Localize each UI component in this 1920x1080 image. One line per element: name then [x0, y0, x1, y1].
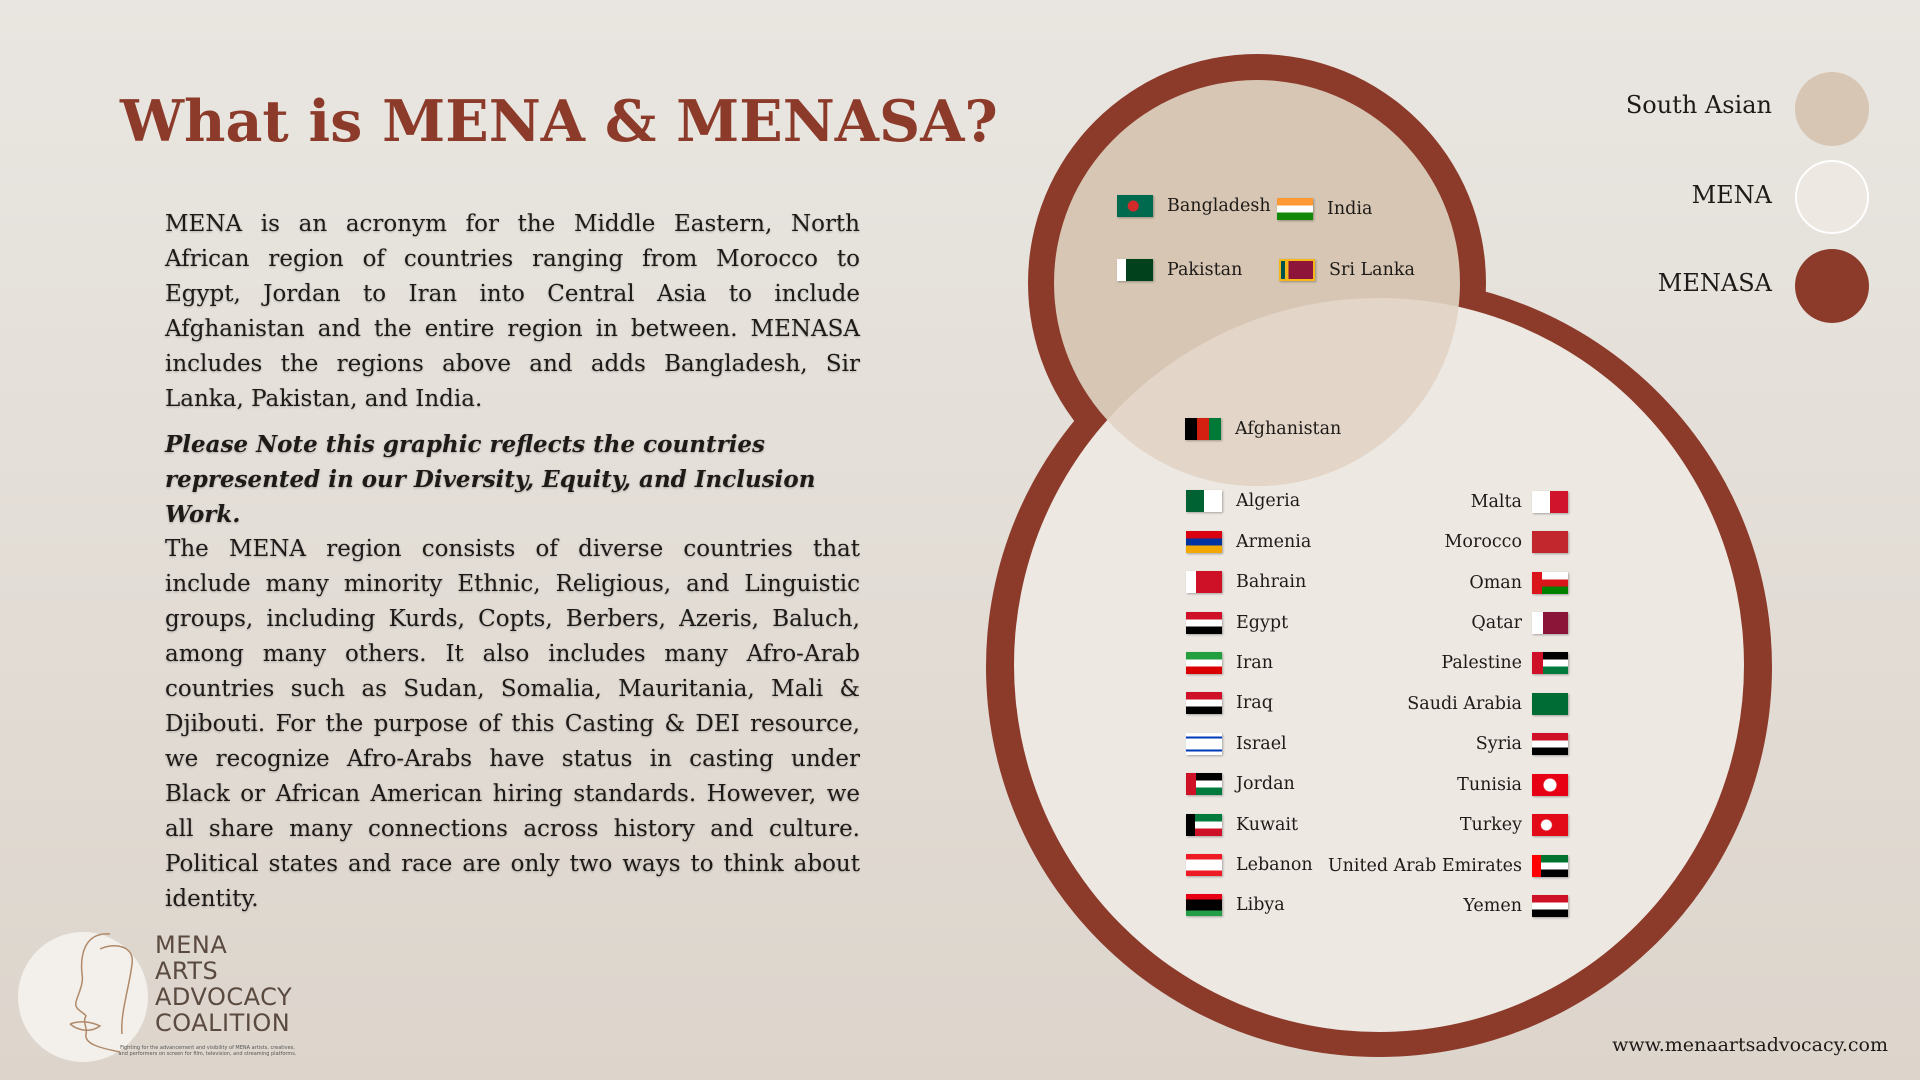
- flag-jordan-icon: [1186, 773, 1222, 795]
- country-iraq: [1186, 692, 1273, 714]
- country-bahrain: [1186, 571, 1306, 593]
- country-kuwait: [1186, 814, 1298, 836]
- mena-region-paragraph: The MENA region consists of diverse countries that include many minority Ethnic, Religious, and Linguistic groups, including Kurds, Copts, Berbers, Azeris, Baluch, among many others. It also includes many Afro-Arab countries such as Sudan, Somalia, Mauritania, Mali & Djibouti. For the purpose of this Casting & DEI resource, we recognize Afro-Arabs have status in casting under Black or African American hiring standards. However, we all share many connections across history and culture. Political states and race are only two ways to think about identity.: [165, 536, 860, 912]
- logo-line-mena: MENA: [155, 931, 228, 959]
- country-palestine: [1441, 652, 1568, 674]
- country-name: United Arab Emirates: [1327, 856, 1522, 876]
- country-name: Oman: [1469, 573, 1522, 593]
- country-name: Morocco: [1444, 532, 1522, 552]
- flag-israel-icon: [1186, 733, 1222, 755]
- country-sri-lanka: [1279, 259, 1415, 281]
- flag-palestine-icon: [1532, 652, 1568, 674]
- country-malta: [1471, 491, 1568, 513]
- country-name: India: [1327, 199, 1373, 219]
- flag-armenia-icon: [1186, 531, 1222, 553]
- flag-tunisia-icon: [1532, 774, 1568, 796]
- country-name: Iran: [1236, 653, 1273, 673]
- flag-sri-lanka-icon: [1279, 259, 1315, 281]
- country-algeria: [1186, 490, 1300, 512]
- country-name: Israel: [1236, 734, 1287, 754]
- country-india: [1277, 198, 1372, 220]
- country-name: Palestine: [1441, 653, 1522, 673]
- page-title: What is MENA & MENASA?: [120, 88, 998, 155]
- country-jordan: [1186, 773, 1295, 795]
- overlap-region: [1054, 298, 1460, 486]
- logo-tagline: Fighting for the advancement and visibility of MENA artists, creatives, and performers on screen for film, television, and streaming platforms.: [118, 1045, 297, 1057]
- country-afghanistan: [1185, 418, 1341, 440]
- country-iran: [1186, 652, 1273, 674]
- flag-algeria-icon: [1186, 490, 1222, 512]
- country-pakistan: [1117, 259, 1242, 281]
- country-tunisia: [1457, 774, 1568, 796]
- country-name: Yemen: [1463, 896, 1522, 916]
- country-saudi-arabia: [1407, 693, 1568, 715]
- flag-iraq-icon: [1186, 692, 1222, 714]
- country-name: Tunisia: [1457, 775, 1522, 795]
- country-name: Syria: [1475, 734, 1522, 754]
- flag-saudi-arabia-icon: [1532, 693, 1568, 715]
- flag-lebanon-icon: [1186, 854, 1222, 876]
- country-name: Bangladesh: [1167, 196, 1271, 216]
- country-libya: [1186, 894, 1285, 916]
- flag-bangladesh-icon: [1117, 195, 1153, 217]
- country-lebanon: [1186, 854, 1313, 876]
- flag-india-icon: [1277, 198, 1313, 220]
- country-syria: [1476, 733, 1568, 755]
- logo-line-advocacy: ADVOCACY: [155, 983, 293, 1011]
- country-name: Lebanon: [1236, 855, 1313, 875]
- flag-kuwait-icon: [1186, 814, 1222, 836]
- logo-line-coalition: COALITION: [155, 1009, 291, 1037]
- country-egypt: [1186, 612, 1288, 634]
- legend-label-south-asian: South Asian: [1625, 91, 1772, 119]
- legend-dot-menasa: [1795, 249, 1869, 323]
- legend-dot-mena: [1795, 160, 1869, 234]
- flag-uae-icon: [1532, 855, 1568, 877]
- country-turkey: [1460, 814, 1568, 836]
- country-name: Pakistan: [1167, 260, 1243, 280]
- country-armenia: [1186, 531, 1311, 553]
- note-paragraph: Please Note this graphic reflects the countries represented in our Diversity, Equity, and Inclusion Work.: [165, 431, 816, 528]
- logo-face-icon: [40, 924, 150, 1064]
- flag-egypt-icon: [1186, 612, 1222, 634]
- country-name: Bahrain: [1236, 572, 1307, 592]
- flag-pakistan-icon: [1117, 259, 1153, 281]
- logo-line-arts: ARTS: [155, 957, 219, 985]
- country-name: Libya: [1236, 895, 1285, 915]
- website-url: www.menaartsadvocacy.com: [1612, 1034, 1888, 1056]
- country-name: Jordan: [1236, 774, 1295, 794]
- legend-label-menasa: MENASA: [1657, 269, 1772, 297]
- flag-libya-icon: [1186, 894, 1222, 916]
- country-name: Saudi Arabia: [1407, 694, 1522, 714]
- country-name: Turkey: [1459, 815, 1522, 835]
- flag-morocco-icon: [1532, 531, 1568, 553]
- country-name: Armenia: [1236, 532, 1312, 552]
- flag-afghanistan-icon: [1185, 418, 1221, 440]
- flag-yemen-icon: [1532, 895, 1568, 917]
- mena-definition-paragraph: MENA is an acronym for the Middle Eastern, North African region of countries ranging from Morocco to Egypt, Jordan to Iran into Central Asia to include Afghanistan and the entire region in between. MENASA includes the regions above and adds Bangladesh, Sir Lanka, Pakistan, and India.: [165, 211, 860, 412]
- country-name: Kuwait: [1236, 815, 1299, 835]
- country-israel: [1186, 733, 1287, 755]
- country-qatar: [1471, 612, 1568, 634]
- country-name: Algeria: [1236, 491, 1301, 511]
- country-name: Qatar: [1471, 613, 1522, 633]
- legend-dot-south-asian: [1795, 72, 1869, 146]
- flag-malta-icon: [1532, 491, 1568, 513]
- country-yemen: [1463, 895, 1568, 917]
- flag-iran-icon: [1186, 652, 1222, 674]
- country-name: Sri Lanka: [1329, 260, 1415, 280]
- flag-bahrain-icon: [1186, 571, 1222, 593]
- flag-syria-icon: [1532, 733, 1568, 755]
- country-name: Malta: [1470, 492, 1522, 512]
- country-morocco: [1445, 531, 1569, 553]
- flag-qatar-icon: [1532, 612, 1568, 634]
- legend-label-mena: MENA: [1691, 181, 1772, 209]
- country-oman: [1469, 572, 1568, 594]
- flag-turkey-icon: [1532, 814, 1568, 836]
- country-bangladesh: [1117, 195, 1271, 217]
- country-uae: [1328, 855, 1568, 877]
- country-name: Egypt: [1236, 613, 1289, 633]
- country-name: Iraq: [1236, 693, 1273, 713]
- flag-oman-icon: [1532, 572, 1568, 594]
- country-name: Afghanistan: [1235, 419, 1342, 439]
